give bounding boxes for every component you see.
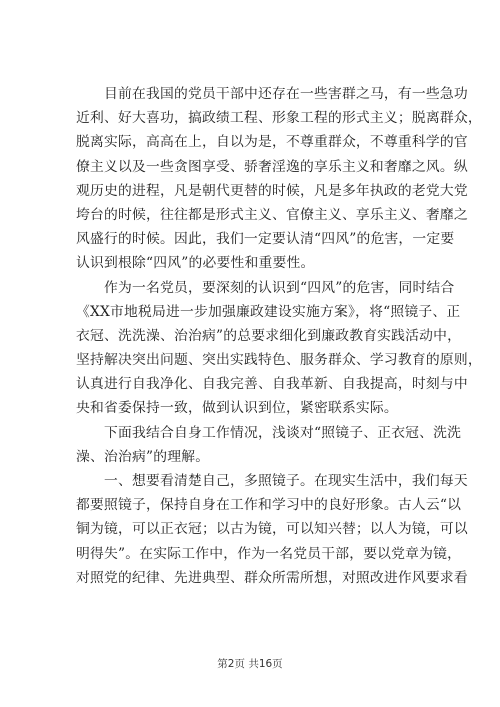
text-line: 《XX市地税局进一步加强廉政建设实施方案》，将“照镜子、正	[76, 303, 461, 320]
text-line: 僚主义以及一些贪图享受、骄奢淫逸的享乐主义和奢靡之风。纵	[76, 158, 468, 175]
text-line: 央和省委保持一致，做到认识到位，紧密联系实际。	[76, 400, 398, 417]
text-line: 都要照镜子，保持自身在工作和学习中的良好形象。古人云“以	[76, 497, 462, 514]
text-line: 铜为镜，可以正衣冠；以古为镜，可以知兴替；以人为镜，可以	[76, 521, 468, 538]
text-line: 观历史的进程，凡是朝代更替的时候，凡是多年执政的老党大党	[76, 182, 468, 199]
text-line: 认真进行自我净化、自我完善、自我革新、自我提高，时刻与中	[76, 376, 468, 393]
text-line: 垮台的时候，往往都是形式主义、官僚主义、享乐主义、奢靡之	[76, 206, 468, 223]
text-line: 认识到根除“四风”的必要性和重要性。	[76, 255, 315, 272]
text-line: 脱离实际，高高在上，自以为是，不尊重群众，不尊重科学的官	[76, 134, 468, 151]
text-line: 明得失”。在实际工作中，作为一名党员干部，要以党章为镜，	[76, 545, 462, 562]
text-line: 风盛行的时候。因此，我们一定要认清“四风”的危害，一定要	[76, 231, 455, 248]
text-line: 澡、治治病”的理解。	[76, 448, 210, 465]
text-line: 衣冠、洗洗澡、治治病”的总要求细化到廉政教育实践活动中，	[76, 327, 462, 344]
page-footer	[0, 656, 500, 671]
text-line: 下面我结合自身工作情况，浅谈对“照镜子、正衣冠、洗洗	[104, 424, 462, 441]
text-line: 作为一名党员，要深刻的认识到“四风”的危害，同时结合	[104, 279, 455, 296]
page-number: 第2页 共16页	[217, 658, 283, 670]
text-line: 坚持解决突出问题、突出实践特色、服务群众、学习教育的原则，	[76, 352, 482, 369]
text-line: 对照党的纪律、先进典型、群众所需所想，对照改进作风要求看	[76, 569, 468, 586]
text-line: 一、想要看清楚自己，多照镜子。在现实生活中，我们每天	[104, 473, 468, 489]
text-line: 近利、好大喜功，搞政绩工程、形象工程的形式主义；脱离群众，	[76, 110, 482, 127]
body-text	[76, 82, 482, 590]
text-line: 目前在我国的党员干部中还存在一些害群之马，有一些急功	[104, 86, 468, 102]
